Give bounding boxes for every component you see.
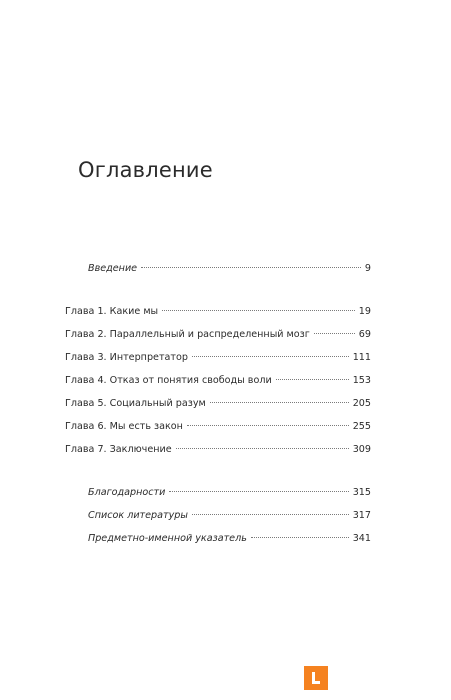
toc-entry-back-matter [88, 509, 371, 523]
toc-entry-page: 9 [364, 263, 371, 274]
dot-leader [192, 356, 349, 357]
dot-leader [210, 402, 349, 403]
toc-entry-chapter [65, 374, 371, 388]
dot-leader [162, 310, 355, 311]
toc-entry-chapter [65, 328, 371, 342]
toc-entry-page: 205 [352, 398, 371, 409]
toc-entry-chapter [65, 443, 371, 457]
toc-entry-label: Глава 5. Социальный разум [65, 398, 206, 409]
toc-entry-label: Предметно-именной указатель [88, 533, 247, 544]
toc-entry-page: 315 [352, 487, 371, 498]
dot-leader [169, 491, 348, 492]
toc-entry-page: 317 [352, 510, 371, 521]
toc-entry-label: Глава 1. Какие мы [65, 306, 159, 317]
dot-leader [251, 537, 349, 538]
toc-entry-label: Глава 3. Интерпретатор [65, 352, 188, 363]
toc-entry-intro [88, 262, 371, 276]
toc-entry-page: 309 [352, 444, 371, 455]
dot-leader [141, 267, 361, 268]
dot-leader [187, 425, 349, 426]
toc-entry-chapter [65, 397, 371, 411]
toc-entry-page: 341 [352, 533, 371, 544]
publisher-logo-icon [304, 666, 328, 690]
toc-entry-chapter [65, 420, 371, 434]
toc-entry-page: 111 [352, 352, 371, 363]
toc-entry-page: 255 [352, 421, 371, 432]
dot-leader [276, 379, 349, 380]
dot-leader [314, 333, 355, 334]
toc-entry-label: Введение [88, 263, 138, 274]
toc-entry-page: 69 [358, 329, 371, 340]
toc-entry-page: 153 [352, 375, 371, 386]
toc-entry-label: Глава 4. Отказ от понятия свободы воли [65, 375, 272, 386]
toc-entry-label: Список литературы [88, 510, 188, 521]
toc-entry-back-matter [88, 532, 371, 546]
toc-entry-label: Благодарности [88, 487, 166, 498]
dot-leader [176, 448, 349, 449]
toc-entry-label: Глава 6. Мы есть закон [65, 421, 183, 432]
toc-entry-label: Глава 7. Заключение [65, 444, 172, 455]
page-title: Оглавление [78, 158, 213, 182]
toc-entry-label: Глава 2. Параллельный и распределенный мозг [65, 329, 310, 340]
toc-entry-chapter [65, 351, 371, 365]
letter-l-icon [308, 670, 324, 686]
dot-leader [192, 514, 349, 515]
toc-entry-back-matter [88, 486, 371, 500]
toc-entry-chapter [65, 305, 371, 319]
toc-entry-page: 19 [358, 306, 371, 317]
